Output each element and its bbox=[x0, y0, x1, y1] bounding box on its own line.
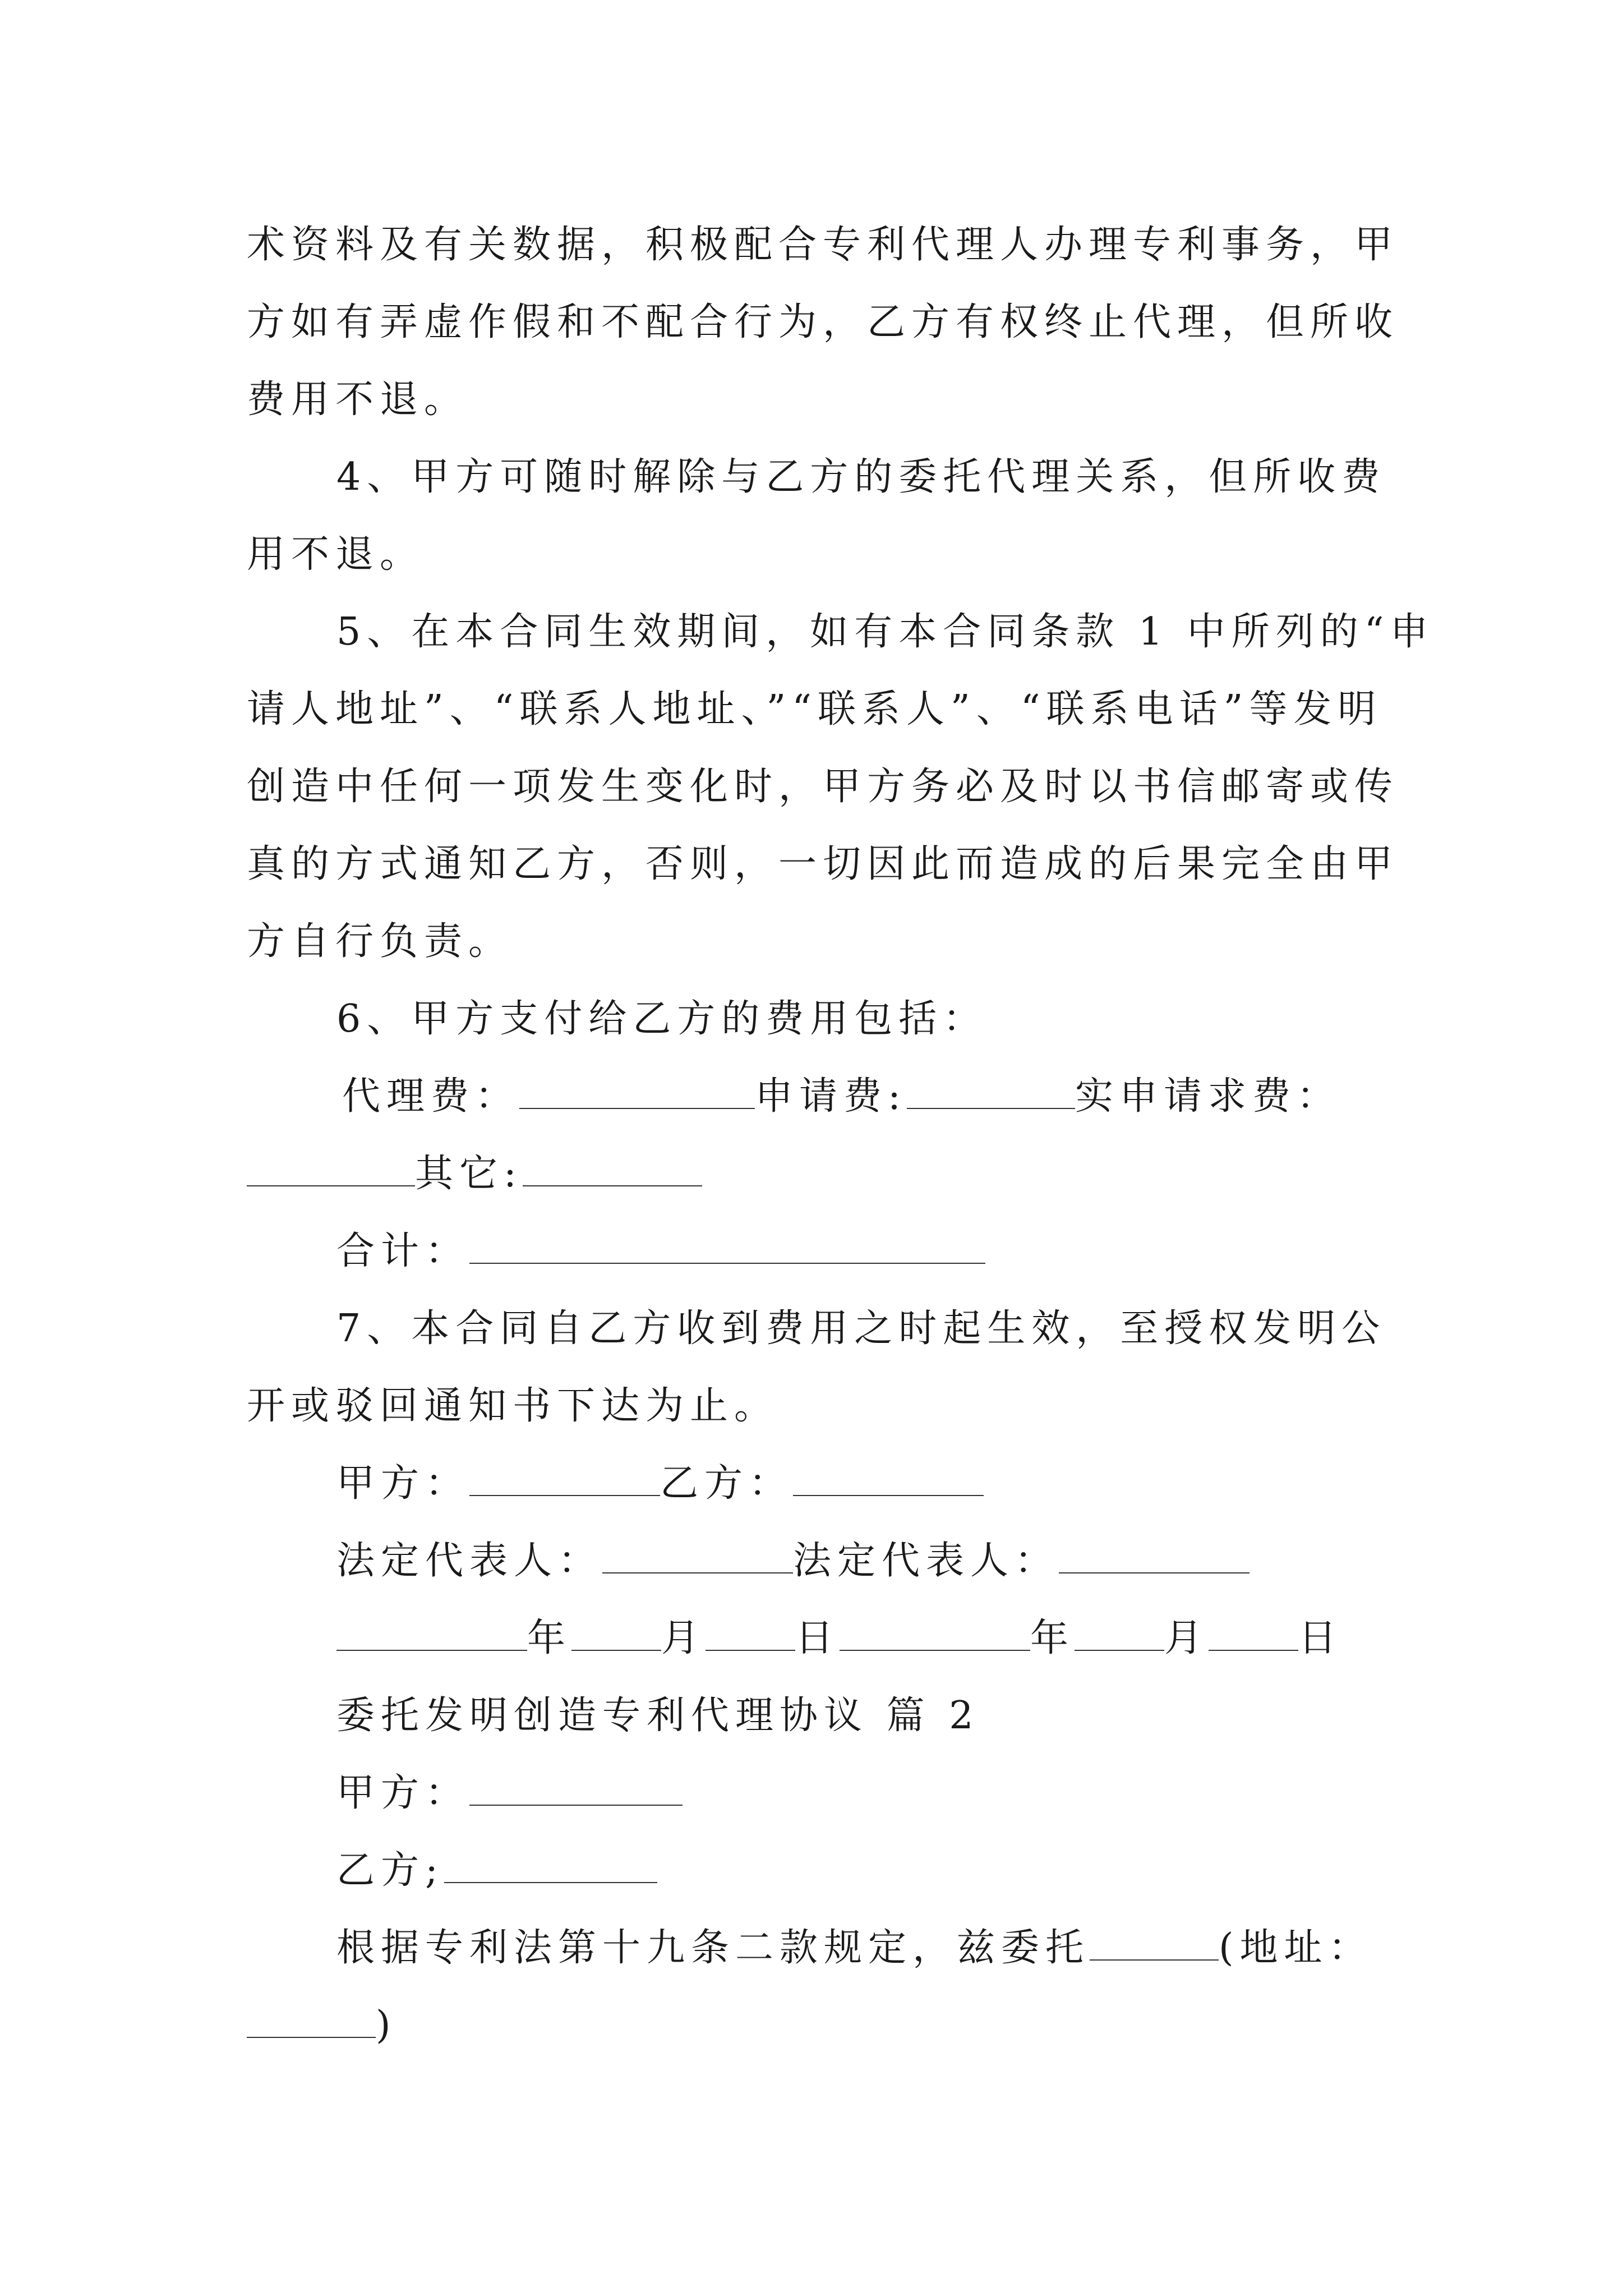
month-label: 月 bbox=[1164, 1616, 1209, 1660]
paragraph-line: 方如有弄虚作假和不配合行为，乙方有权终止代理，但所收 bbox=[247, 300, 1399, 344]
paragraph-line: 请人地址”、“联系人地址、”“联系人”、“联系电话”等发明 bbox=[247, 687, 1382, 731]
address-blank[interactable] bbox=[247, 2002, 376, 2038]
other-fee-blank[interactable] bbox=[523, 1151, 702, 1186]
clause-5: 5、在本合同生效期间，如有本合同条款 1 中所列的“申 bbox=[336, 610, 1435, 654]
day-b-blank[interactable] bbox=[1209, 1615, 1298, 1651]
paragraph-line: 术资料及有关数据，积极配合专利代理人办理专利事务，甲 bbox=[247, 223, 1399, 267]
application-fee-label: 申请费: bbox=[755, 1074, 907, 1119]
agency-fee-label: 代理费： bbox=[342, 1074, 520, 1119]
agreement2-party-a-blank[interactable] bbox=[469, 1770, 683, 1806]
authorization-text: 根据专利法第十九条二款规定，兹委托 bbox=[336, 1926, 1090, 1970]
clause-4: 4、甲方可随时解除与乙方的委托代理关系，但所收费 bbox=[336, 455, 1386, 499]
rep-a-label: 法定代表人： bbox=[336, 1539, 603, 1583]
fee-line-2 bbox=[247, 1149, 1391, 1199]
year-b-blank[interactable] bbox=[840, 1615, 1030, 1651]
agreement2-party-b-label: 乙方; bbox=[336, 1848, 444, 1893]
agency-fee-blank[interactable] bbox=[519, 1073, 755, 1109]
total-line bbox=[336, 1226, 1481, 1277]
rep-b-label: 法定代表人： bbox=[793, 1539, 1059, 1583]
fee-line bbox=[342, 1071, 1486, 1122]
agreement2-party-a-label: 甲方： bbox=[336, 1771, 470, 1815]
address-label: (地址： bbox=[1219, 1926, 1373, 1970]
month-b-blank[interactable] bbox=[1075, 1615, 1164, 1651]
month-a-blank[interactable] bbox=[571, 1615, 661, 1651]
day-a-blank[interactable] bbox=[706, 1615, 795, 1651]
year-a-blank[interactable] bbox=[336, 1615, 527, 1651]
paragraph-line: 费用不退。 bbox=[247, 378, 469, 422]
paragraph-line: 用不退。 bbox=[247, 532, 425, 577]
address-close: ) bbox=[376, 2003, 397, 2047]
section-title: 委托发明创造专利代理协议 篇 2 bbox=[336, 1694, 980, 1738]
application-fee-blank[interactable] bbox=[907, 1073, 1075, 1109]
day-label: 日 bbox=[795, 1616, 840, 1660]
paragraph-line: 真的方式通知乙方，否则，一切因此而造成的后果完全由甲 bbox=[247, 842, 1399, 886]
total-blank[interactable] bbox=[469, 1228, 985, 1264]
day-label: 日 bbox=[1298, 1616, 1343, 1660]
agreement2-party-b-blank[interactable] bbox=[444, 1847, 657, 1883]
examination-fee-blank[interactable] bbox=[247, 1151, 415, 1186]
party-a-blank[interactable] bbox=[469, 1460, 660, 1496]
examination-fee-label: 实申请求费： bbox=[1075, 1074, 1341, 1119]
clause-6: 6、甲方支付给乙方的费用包括： bbox=[336, 997, 988, 1041]
clause-7: 7、本合同自乙方收到费用之时起生效，至授权发明公 bbox=[336, 1306, 1386, 1351]
party-b-blank[interactable] bbox=[793, 1460, 984, 1496]
paragraph-line: 创造中任何一项发生变化时，甲方务必及时以书信邮寄或传 bbox=[247, 765, 1399, 809]
total-label: 合计： bbox=[336, 1229, 470, 1273]
other-fee-label: 其它: bbox=[415, 1152, 523, 1196]
agreement2-party-a bbox=[336, 1768, 1481, 1819]
rep-b-blank[interactable] bbox=[1059, 1538, 1249, 1573]
address-line bbox=[247, 2000, 1391, 2051]
parties-line bbox=[336, 1458, 1481, 1509]
year-label: 年 bbox=[527, 1616, 572, 1660]
authorization-line bbox=[336, 1923, 1481, 1973]
date-line bbox=[336, 1613, 1481, 1664]
paragraph-line: 开或驳回通知书下达为止。 bbox=[247, 1384, 779, 1428]
agreement2-party-b bbox=[336, 1846, 1481, 1896]
representatives-line bbox=[336, 1536, 1481, 1586]
year-label: 年 bbox=[1030, 1616, 1075, 1660]
party-b-label: 乙方： bbox=[660, 1461, 794, 1506]
rep-a-blank[interactable] bbox=[602, 1538, 793, 1573]
agent-blank[interactable] bbox=[1090, 1925, 1219, 1961]
party-a-label: 甲方： bbox=[336, 1461, 470, 1506]
month-label: 月 bbox=[661, 1616, 706, 1660]
paragraph-line: 方自行负责。 bbox=[247, 919, 513, 964]
